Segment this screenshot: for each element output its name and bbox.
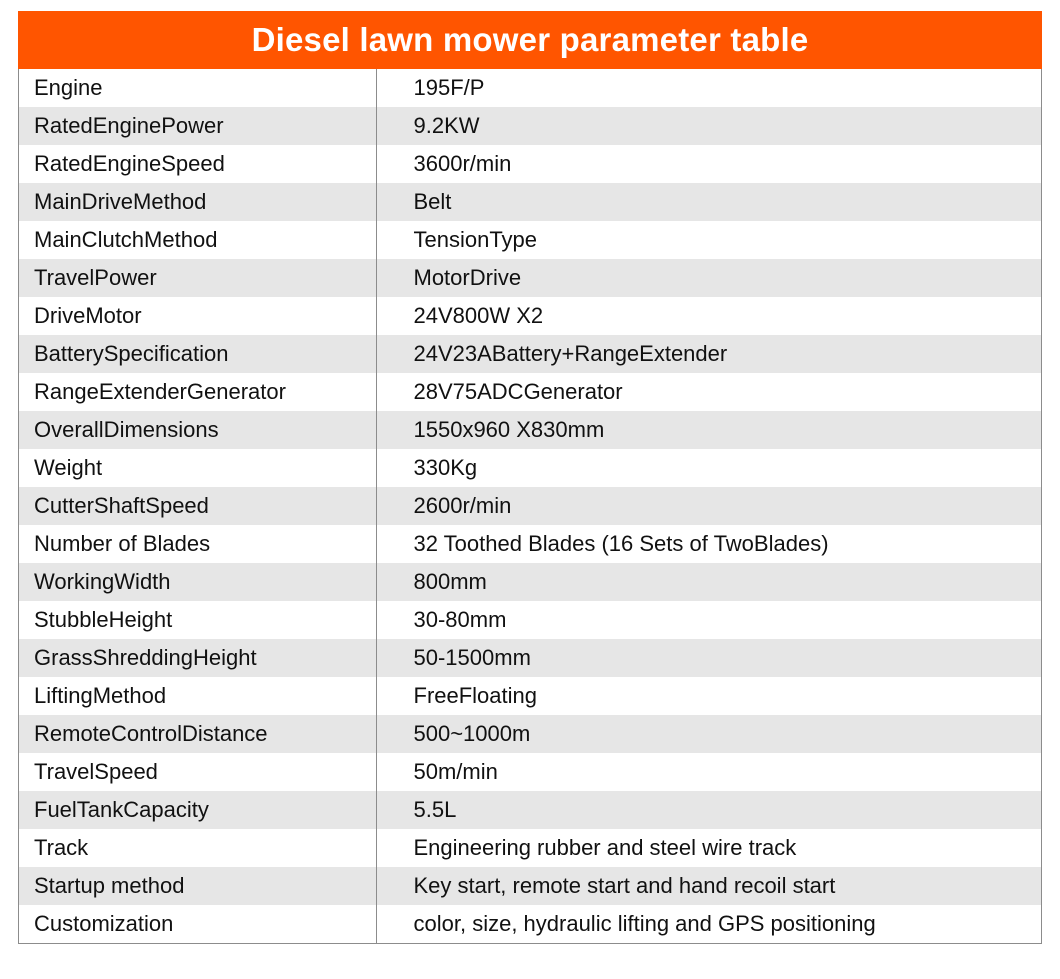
parameter-value-cell: 1550x960 X830mm [376,411,1041,449]
parameter-name-cell: TravelSpeed [19,753,376,791]
parameter-value-cell: MotorDrive [376,259,1041,297]
parameter-value-cell: 195F/P [376,69,1041,107]
table-row [19,297,1041,335]
parameter-value-cell: color, size, hydraulic lifting and GPS positioning [376,905,1041,943]
table-row [19,69,1041,107]
table-row [19,677,1041,715]
parameter-value-cell: 50-1500mm [376,639,1041,677]
parameter-table [18,69,1042,944]
parameter-name-cell: Engine [19,69,376,107]
parameter-name-cell: Track [19,829,376,867]
table-row [19,791,1041,829]
parameter-name-cell: StubbleHeight [19,601,376,639]
parameter-name-cell: RatedEngineSpeed [19,145,376,183]
parameter-value-cell: 3600r/min [376,145,1041,183]
table-title-bar [18,11,1042,69]
table-row [19,259,1041,297]
parameter-value-cell: 800mm [376,563,1041,601]
table-row [19,601,1041,639]
parameter-name-cell: RangeExtenderGenerator [19,373,376,411]
parameter-name-cell: OverallDimensions [19,411,376,449]
parameter-name-cell: Startup method [19,867,376,905]
parameter-value-cell: 5.5L [376,791,1041,829]
parameter-name-cell: MainClutchMethod [19,221,376,259]
table-row [19,639,1041,677]
parameter-table-body [19,69,1041,943]
table-row [19,905,1041,943]
parameter-name-cell: RatedEnginePower [19,107,376,145]
parameter-name-cell: MainDriveMethod [19,183,376,221]
parameter-value-cell: 9.2KW [376,107,1041,145]
parameter-name-cell: WorkingWidth [19,563,376,601]
table-row [19,373,1041,411]
table-row [19,867,1041,905]
table-row [19,145,1041,183]
parameter-name-cell: BatterySpecification [19,335,376,373]
page-title: Diesel lawn mower parameter table [251,21,809,58]
parameter-value-cell: Belt [376,183,1041,221]
table-row [19,715,1041,753]
parameter-name-cell: LiftingMethod [19,677,376,715]
parameter-name-cell: TravelPower [19,259,376,297]
table-row [19,753,1041,791]
parameter-value-cell: 30-80mm [376,601,1041,639]
parameter-name-cell: Weight [19,449,376,487]
parameter-value-cell: 24V23ABattery+RangeExtender [376,335,1041,373]
table-row [19,411,1041,449]
table-row [19,563,1041,601]
parameter-value-cell: 24V800W X2 [376,297,1041,335]
parameter-value-cell: 28V75ADCGenerator [376,373,1041,411]
table-row [19,487,1041,525]
parameter-value-cell: 2600r/min [376,487,1041,525]
parameter-value-cell: Engineering rubber and steel wire track [376,829,1041,867]
parameter-name-cell: RemoteControlDistance [19,715,376,753]
parameter-name-cell: CutterShaftSpeed [19,487,376,525]
parameter-value-cell: 50m/min [376,753,1041,791]
table-row [19,525,1041,563]
parameter-value-cell: 500~1000m [376,715,1041,753]
parameter-name-cell: GrassShreddingHeight [19,639,376,677]
parameter-name-cell: DriveMotor [19,297,376,335]
table-row [19,335,1041,373]
table-row [19,449,1041,487]
parameter-name-cell: FuelTankCapacity [19,791,376,829]
parameter-value-cell: 32 Toothed Blades (16 Sets of TwoBlades) [376,525,1041,563]
table-row [19,221,1041,259]
parameter-value-cell: 330Kg [376,449,1041,487]
table-row [19,829,1041,867]
parameter-value-cell: Key start, remote start and hand recoil start [376,867,1041,905]
parameter-name-cell: Customization [19,905,376,943]
parameter-value-cell: TensionType [376,221,1041,259]
table-row [19,183,1041,221]
parameter-name-cell: Number of Blades [19,525,376,563]
parameter-value-cell: FreeFloating [376,677,1041,715]
table-row [19,107,1041,145]
